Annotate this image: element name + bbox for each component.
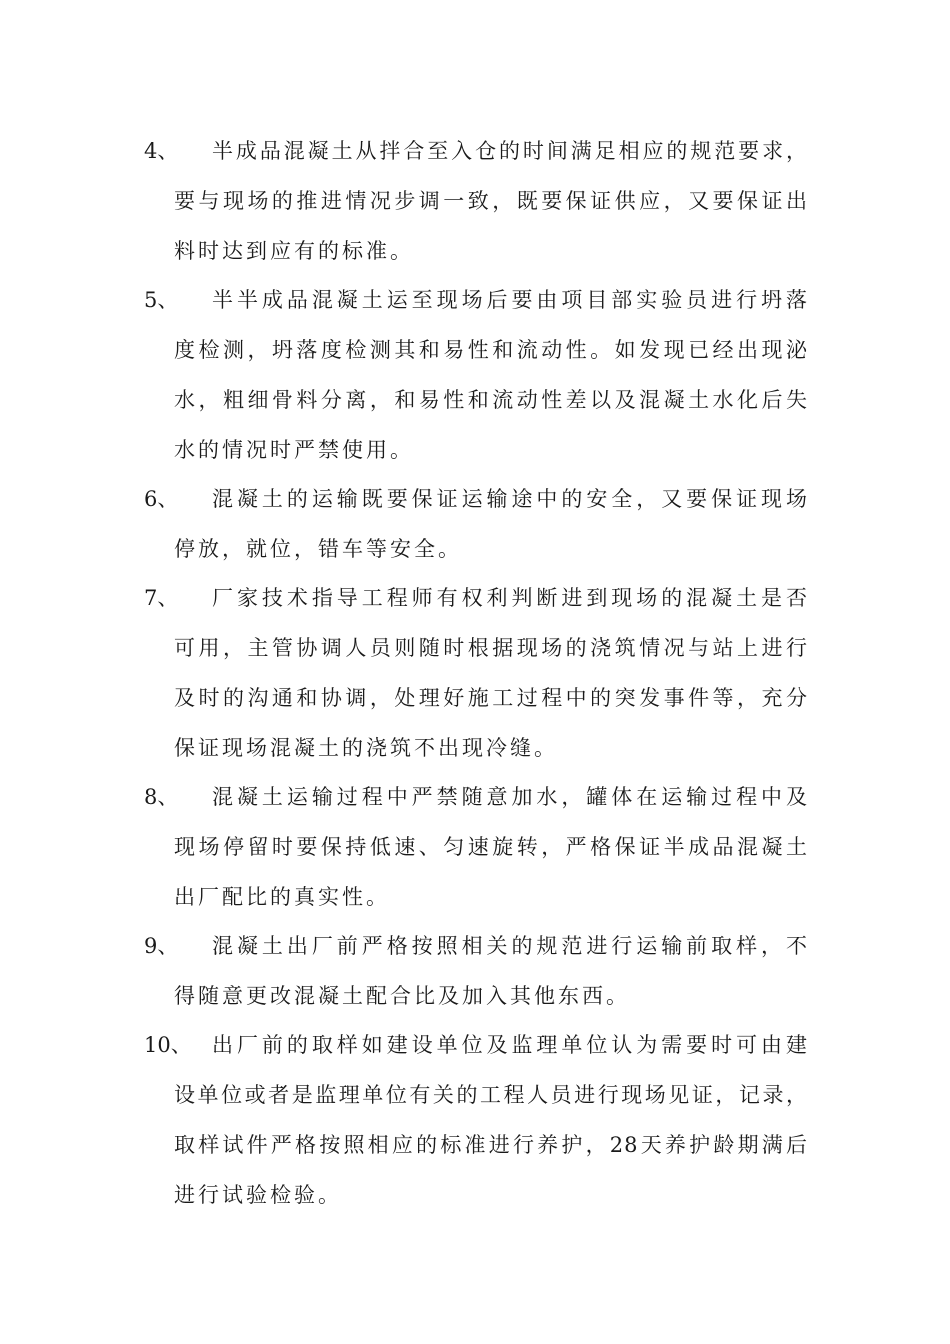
list-item — [144, 921, 814, 1021]
item-text-line: 现场停留时要保持低速、匀速旋转，严格保证半成品混凝土 — [174, 835, 808, 859]
item-number: 6、 — [144, 487, 179, 511]
item-text-line: 度检测，坍落度检测其和易性和流动性。如发现已经出现泌 — [174, 338, 808, 362]
list-item — [144, 474, 814, 574]
item-text-line: 进行试验检验。 — [174, 1183, 342, 1207]
item-text-line: 半半成品混凝土运至现场后要由项目部实验员进行坍落 — [212, 288, 808, 312]
item-text-line: 混凝土运输过程中严禁随意加水，罐体在运输过程中及 — [212, 785, 808, 809]
item-number: 4、 — [144, 139, 179, 163]
list-item — [144, 275, 814, 475]
item-text-line: 保证现场混凝土的浇筑不出现冷缝。 — [174, 736, 558, 760]
item-text-line: 混凝土的运输既要保证运输途中的安全，又要保证现场 — [212, 487, 808, 511]
item-text-line: 停放，就位，错车等安全。 — [174, 537, 462, 561]
item-text-line: 料时达到应有的标准。 — [174, 239, 414, 263]
item-number: 7、 — [144, 586, 179, 610]
item-text-line: 出厂前的取样如建设单位及监理单位认为需要时可由建 — [212, 1033, 808, 1057]
list-item — [144, 1020, 814, 1220]
item-number: 8、 — [144, 785, 179, 809]
item-text-line: 要与现场的推进情况步调一致，既要保证供应，又要保证出 — [174, 189, 808, 213]
list-item — [144, 573, 814, 773]
list-item — [144, 772, 814, 922]
item-text-line: 半成品混凝土从拌合至入仓的时间满足相应的规范要求， — [212, 139, 808, 163]
item-text-line: 水，粗细骨料分离，和易性和流动性差以及混凝土水化后失 — [174, 388, 808, 412]
item-number: 5、 — [144, 288, 179, 312]
item-text-line: 及时的沟通和协调，处理好施工过程中的突发事件等，充分 — [174, 686, 808, 710]
item-number: 10、 — [144, 1033, 192, 1057]
item-text-line: 水的情况时严禁使用。 — [174, 438, 414, 462]
item-text-line: 出厂配比的真实性。 — [174, 885, 390, 909]
item-text-line: 取样试件严格按照相应的标准进行养护，28天养护龄期满后 — [174, 1133, 808, 1157]
list-item — [144, 126, 814, 276]
item-text-line: 厂家技术指导工程师有权利判断进到现场的混凝土是否 — [212, 586, 808, 610]
item-number: 9、 — [144, 934, 179, 958]
item-text-line: 可用，主管协调人员则随时根据现场的浇筑情况与站上进行 — [174, 636, 808, 660]
item-text-line: 混凝土出厂前严格按照相关的规范进行运输前取样，不 — [212, 934, 808, 958]
item-text-line: 得随意更改混凝土配合比及加入其他东西。 — [174, 984, 630, 1008]
item-text-line: 设单位或者是监理单位有关的工程人员进行现场见证，记录， — [174, 1083, 808, 1107]
